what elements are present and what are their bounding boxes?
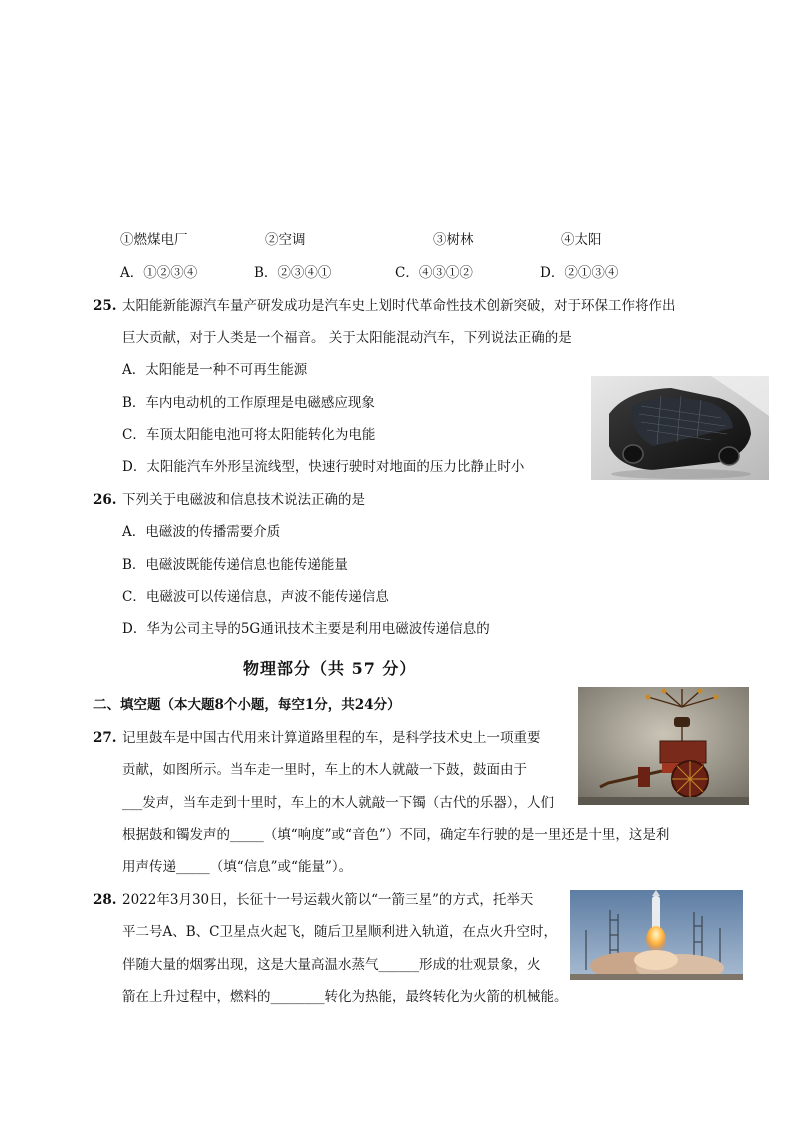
- q26-stem: 下列关于电磁波和信息技术说法正确的是: [122, 492, 365, 508]
- q24-option-c: C．④③①②: [395, 265, 473, 281]
- q25-option-c: C．车顶太阳能电池可将太阳能转化为电能: [122, 427, 376, 443]
- q27-line4: 根据鼓和镯发声的_____（填“响度”或“音色”）不同，确定车行驶的是一里还是十里，这是利: [122, 827, 670, 843]
- q24-item-2: ②空调: [265, 232, 306, 248]
- q25-number: 25.: [93, 298, 117, 314]
- q25-option-b: B．车内电动机的工作原理是电磁感应现象: [122, 395, 375, 411]
- q25-stem-line2: 巨大贡献，对于人类是一个福音。 关于太阳能混动汽车，下列说法正确的是: [122, 330, 572, 346]
- q26-option-a: A．电磁波的传播需要介质: [122, 524, 281, 540]
- q26-number: 26.: [93, 492, 117, 508]
- q27-line3: ___发声，当车走到十里时，车上的木人就敲一下镯（古代的乐器），人们: [122, 795, 554, 811]
- q28-number: 28.: [93, 892, 117, 908]
- q24-item-1: ①燃煤电厂: [120, 232, 188, 248]
- q28-line3: 伴随大量的烟雾出现，这是大量高温水蒸气______形成的壮观景象，火: [122, 957, 541, 973]
- drum-cart-photo: [578, 687, 749, 805]
- q27-line2: 贡献，如图所示。当车走一里时，车上的木人就敲一下鼓，鼓面由于: [122, 762, 527, 778]
- q28-line1: 2022年3月30日，长征十一号运载火箭以“一箭三星”的方式，托举天: [122, 892, 534, 908]
- section-subtitle: 二、填空题（本大题8个小题，每空1分，共24分）: [93, 697, 401, 713]
- q24-option-a: A．①②③④: [120, 265, 198, 281]
- q25-option-a: A．太阳能是一种不可再生能源: [122, 362, 308, 378]
- rocket-launch-photo: [570, 890, 743, 980]
- q26-option-d: D．华为公司主导的5G通讯技术主要是利用电磁波传递信息的: [122, 621, 490, 637]
- q27-line5: 用声传递_____（填“信息”或“能量”）。: [122, 859, 353, 875]
- section-title: 物理部分（共 57 分）: [243, 659, 417, 678]
- q26-option-b: B．电磁波既能传递信息也能传递能量: [122, 557, 348, 573]
- q24-option-b: B．②③④①: [254, 265, 332, 281]
- q25-stem-line1: 太阳能新能源汽车量产研发成功是汽车史上划时代革命性技术创新突破，对于环保工作将作出: [122, 298, 676, 314]
- q24-item-4: ④太阳: [561, 232, 602, 248]
- q24-option-d: D．②①③④: [540, 265, 619, 281]
- q28-line4: 箭在上升过程中，燃料的________转化为热能，最终转化为火箭的机械能。: [122, 989, 568, 1005]
- q27-number: 27.: [93, 730, 117, 746]
- q28-line2: 平二号A、B、C卫星点火起飞，随后卫星顺利进入轨道，在点火升空时，: [122, 924, 557, 940]
- q26-option-c: C．电磁波可以传递信息，声波不能传递信息: [122, 589, 389, 605]
- q24-item-3: ③树林: [433, 232, 474, 248]
- q25-option-d: D．太阳能汽车外形呈流线型，快速行驶时对地面的压力比静止时小: [122, 459, 525, 475]
- q27-line1: 记里鼓车是中国古代用来计算道路里程的车，是科学技术史上一项重要: [122, 730, 541, 746]
- solar-car-photo: [591, 376, 769, 480]
